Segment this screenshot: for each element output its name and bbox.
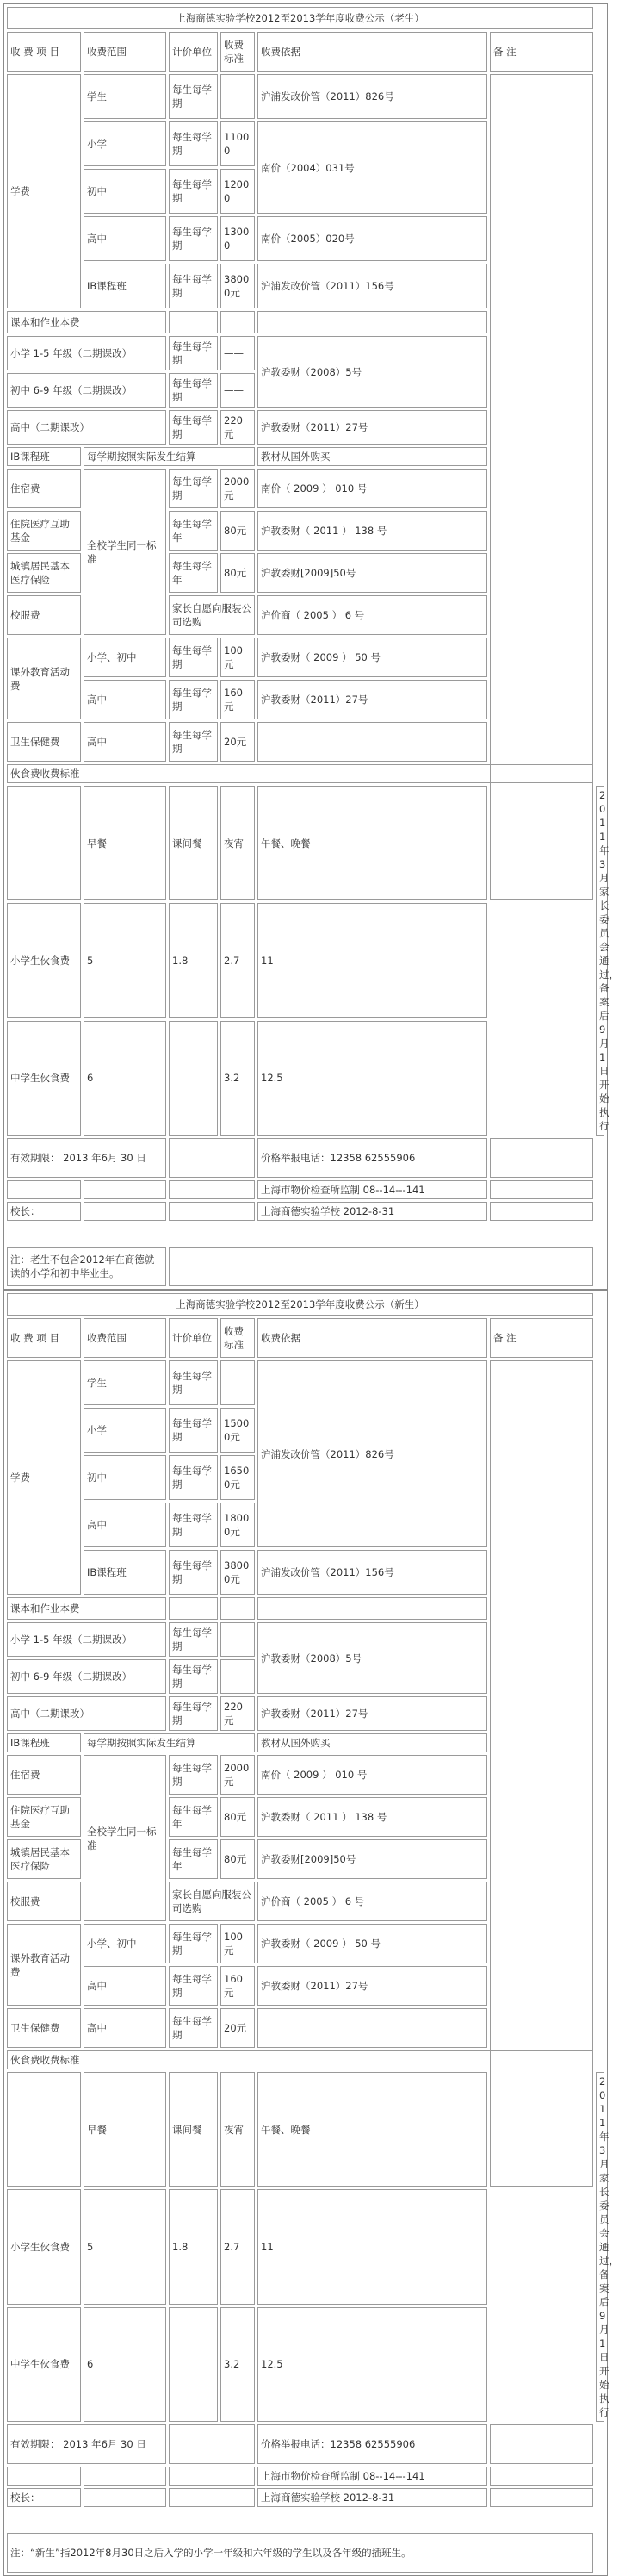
uniform-label: 校服费 bbox=[7, 1882, 81, 1921]
table-row bbox=[7, 903, 604, 1017]
cell-standard: 80元 bbox=[220, 1839, 255, 1879]
table-row bbox=[7, 2307, 604, 2422]
meal-value: 3.2 bbox=[220, 2307, 255, 2422]
cell-basis: 沪教委财（2008）5号 bbox=[257, 1622, 487, 1694]
meal-col-night: 夜宵 bbox=[220, 2072, 255, 2187]
cell-standard: 80元 bbox=[220, 1797, 255, 1837]
cell-range: 初中 6-9 年级（二期课改） bbox=[7, 373, 166, 408]
cell-unit: 每生每学期 bbox=[169, 1408, 218, 1453]
cell-unit: 每生每学期 bbox=[169, 1550, 218, 1595]
cell-standard: 38000元 bbox=[220, 1550, 255, 1595]
meal-value: 12.5 bbox=[257, 1021, 487, 1136]
cell-standard: 160元 bbox=[220, 680, 255, 719]
cell-basis: 沪教委财（ 2011 ） 138 号 bbox=[257, 511, 487, 551]
meal-value bbox=[169, 1021, 218, 1136]
cell-unit: 每生每学年 bbox=[169, 1839, 218, 1879]
activity-label: 课外教育活动费 bbox=[7, 1924, 81, 2006]
cell-standard: —— bbox=[220, 373, 255, 408]
meal-col-breakfast: 早餐 bbox=[84, 786, 166, 900]
ib-range: 每学期按照实际发生结算 bbox=[84, 447, 255, 466]
cell-standard bbox=[220, 1360, 255, 1405]
meal-col-snack: 课间餐 bbox=[169, 2072, 218, 2187]
cell-range: 高中 bbox=[84, 216, 166, 261]
table-row bbox=[7, 2488, 604, 2507]
medical-insurance-label: 城镇居民基本医疗保险 bbox=[7, 553, 81, 593]
cell-unit: 家长自愿向服装公司选购 bbox=[169, 595, 255, 635]
cell-range: 初中 6-9 年级（二期课改） bbox=[7, 1659, 166, 1694]
cell-range: 高中 bbox=[84, 1503, 166, 1547]
accommodation-label: 住宿费 bbox=[7, 1755, 81, 1795]
table-row bbox=[7, 2424, 604, 2464]
health-label: 卫生保健费 bbox=[7, 722, 81, 762]
meal-row-label: 小学生伙食费 bbox=[7, 903, 81, 1017]
cell-basis: 沪价商（ 2005 ） 6 号 bbox=[257, 1882, 487, 1921]
validity: 有效期限： 2013 年6月 30 日 bbox=[7, 1138, 166, 1178]
cell-range: 小学 bbox=[84, 121, 166, 166]
cell-range: 高中（二期课改） bbox=[7, 1696, 166, 1731]
meal-col-lunch-dinner: 午餐、晚餐 bbox=[257, 786, 487, 900]
meal-value: 3.2 bbox=[220, 1021, 255, 1136]
cell-basis: 南价（ 2009 ） 010 号 bbox=[257, 1755, 487, 1795]
meal-value: 11 bbox=[257, 2189, 487, 2304]
cell-unit: 家长自愿向服装公司选购 bbox=[169, 1882, 255, 1921]
meal-row-label: 中学生伙食费 bbox=[7, 1021, 81, 1136]
health-label: 卫生保健费 bbox=[7, 2008, 81, 2048]
medical-insurance-label: 城镇居民基本医疗保险 bbox=[7, 1839, 81, 1879]
cell-range: 高中 bbox=[84, 722, 166, 762]
ib-label: IB课程班 bbox=[7, 1733, 81, 1752]
cell-unit: 每生每学期 bbox=[169, 722, 218, 762]
meals-label: 伙食费收费标准 bbox=[7, 764, 593, 783]
cell-unit: 每生每学期 bbox=[169, 1503, 218, 1547]
cell-standard: 11000 bbox=[220, 121, 255, 166]
cell-standard: 15000元 bbox=[220, 1408, 255, 1453]
cell-unit: 每生每学期 bbox=[169, 1659, 218, 1694]
cell-basis: 沪浦发改价管（2011）156号 bbox=[257, 1550, 487, 1595]
books-label: 课本和作业本费 bbox=[7, 1597, 166, 1620]
header-standard: 收费标准 bbox=[220, 1318, 255, 1358]
medical-fund-label: 住院医疗互助基金 bbox=[7, 511, 81, 551]
cell-unit: 每生每学期 bbox=[169, 264, 218, 308]
cell-unit: 每生每学期 bbox=[169, 373, 218, 408]
meal-value: 2.7 bbox=[220, 903, 255, 1017]
school-date: 上海商德实验学校 2012-8-31 bbox=[257, 2488, 487, 2507]
cell-standard: 2000元 bbox=[220, 1755, 255, 1795]
cell-basis: 沪教委财（2011）27号 bbox=[257, 410, 487, 445]
cell-range: IB课程班 bbox=[84, 1550, 166, 1595]
meals-note: 2011年3月家长委员会通过，备案后9月1日开始执行 bbox=[596, 2072, 604, 2422]
cell-standard: 20元 bbox=[220, 722, 255, 762]
header-unit: 计价单位 bbox=[169, 1318, 218, 1358]
header-item: 收 费 项 目 bbox=[7, 1318, 81, 1358]
school-date: 上海商德实验学校 2012-8-31 bbox=[257, 1202, 487, 1221]
cell-range: 高中（二期课改） bbox=[7, 410, 166, 445]
cell-range: 小学 1-5 年级（二期课改） bbox=[7, 336, 166, 370]
table-row bbox=[7, 2533, 604, 2573]
cell-unit: 每生每学期 bbox=[169, 74, 218, 119]
meal-col-snack: 课间餐 bbox=[169, 786, 218, 900]
meal-value: 6 bbox=[84, 1021, 166, 1136]
cell-unit: 每生每学期 bbox=[169, 680, 218, 719]
cell-range: 小学、初中 bbox=[84, 638, 166, 677]
cell-range: 高中 bbox=[84, 1966, 166, 2006]
table-title: 上海商德实验学校2012至2013学年度收费公示（老生） bbox=[7, 7, 593, 29]
cell-standard: —— bbox=[220, 1622, 255, 1657]
fee-table-old-students bbox=[3, 3, 619, 1290]
accommodation-label: 住宿费 bbox=[7, 469, 81, 508]
ib-label: IB课程班 bbox=[7, 447, 81, 466]
cell-range: 高中 bbox=[84, 680, 166, 719]
header-range: 收费范围 bbox=[84, 32, 166, 72]
cell-basis: 沪教委财[2009]50号 bbox=[257, 553, 487, 593]
header-basis: 收费依据 bbox=[257, 1318, 487, 1358]
cell-unit: 每生每学年 bbox=[169, 511, 218, 551]
cell-basis: 沪教委财（2011）27号 bbox=[257, 1966, 487, 2006]
meal-row-label: 中学生伙食费 bbox=[7, 2307, 81, 2422]
cell-standard: 220元 bbox=[220, 1696, 255, 1731]
cell-standard: —— bbox=[220, 336, 255, 370]
medical-fund-label: 住院医疗互助基金 bbox=[7, 1797, 81, 1837]
cell-standard: 13000 bbox=[220, 216, 255, 261]
cell-standard: 16500元 bbox=[220, 1455, 255, 1500]
supervision: 上海市物价检查所监制 08--14---141 bbox=[257, 2467, 487, 2486]
all-students-range: 全校学生同一标准 bbox=[84, 1755, 166, 1921]
cell-basis: 沪浦发改价管（2011）156号 bbox=[257, 264, 487, 308]
cell-standard: 100元 bbox=[220, 638, 255, 677]
cell-standard: 80元 bbox=[220, 553, 255, 593]
table-row bbox=[7, 1247, 604, 1286]
cell-basis: 沪浦发改价管（2011）826号 bbox=[257, 1360, 487, 1547]
meal-value: 12.5 bbox=[257, 2307, 487, 2422]
fee-notice-page bbox=[3, 3, 619, 2576]
cell-unit: 每生每学期 bbox=[169, 1755, 218, 1795]
cell-standard: 12000 bbox=[220, 169, 255, 214]
supervision: 上海市物价检查所监制 08--14---141 bbox=[257, 1180, 487, 1199]
ib-basis: 教材从国外购买 bbox=[257, 1733, 487, 1752]
cell-unit: 每生每学期 bbox=[169, 1966, 218, 2006]
tuition-label: 学费 bbox=[7, 1360, 81, 1595]
principal: 校长： bbox=[7, 2488, 81, 2507]
cell-unit: 每生每学期 bbox=[169, 216, 218, 261]
cell-unit: 每生每学年 bbox=[169, 553, 218, 593]
cell-standard: 18000元 bbox=[220, 1503, 255, 1547]
meal-value: 1.8 bbox=[169, 903, 218, 1017]
header-note: 备 注 bbox=[490, 1318, 593, 1358]
table-title: 上海商德实验学校2012至2013学年度收费公示（新生） bbox=[7, 1293, 593, 1316]
cell-unit: 每生每学期 bbox=[169, 2008, 218, 2048]
cell-basis: 沪教委财（2011）27号 bbox=[257, 680, 487, 719]
header-item: 收 费 项 目 bbox=[7, 32, 81, 72]
uniform-label: 校服费 bbox=[7, 595, 81, 635]
table-row bbox=[7, 1180, 604, 1199]
cell-range: 学生 bbox=[84, 1360, 166, 1405]
cell-unit: 每生每学期 bbox=[169, 169, 218, 214]
cell-basis: 南价（2004）031号 bbox=[257, 121, 487, 214]
cell-standard: 20元 bbox=[220, 2008, 255, 2048]
cell-basis: 沪教委财（2008）5号 bbox=[257, 336, 487, 408]
cell-unit: 每生每学期 bbox=[169, 1622, 218, 1657]
footnote: 注：“新生”指2012年8月30日之后入学的小学一年级和六年级的学生以及各年级的插班生。 bbox=[7, 2533, 593, 2573]
header-note: 备 注 bbox=[490, 32, 593, 72]
cell-basis: 南价（ 2009 ） 010 号 bbox=[257, 469, 487, 508]
cell-basis: 沪教委财[2009]50号 bbox=[257, 1839, 487, 1879]
cell-unit: 每生每学期 bbox=[169, 1360, 218, 1405]
cell-unit: 每生每学期 bbox=[169, 1924, 218, 1963]
cell-standard: 80元 bbox=[220, 511, 255, 551]
table-row bbox=[7, 2189, 604, 2304]
cell-unit: 每生每学期 bbox=[169, 1455, 218, 1500]
cell-unit: 每生每学年 bbox=[169, 1797, 218, 1837]
cell-range: 小学、初中 bbox=[84, 1924, 166, 1963]
fee-table-new-students bbox=[3, 1290, 619, 2576]
cell-unit: 每生每学期 bbox=[169, 410, 218, 445]
fee-table bbox=[3, 1290, 619, 2576]
cell-unit: 每生每学期 bbox=[169, 121, 218, 166]
table-row bbox=[7, 2467, 604, 2486]
table-row bbox=[7, 74, 604, 119]
cell-basis: 沪教委财（ 2009 ） 50 号 bbox=[257, 638, 487, 677]
meals-label: 伙食费收费标准 bbox=[7, 2050, 593, 2069]
meal-value: 11 bbox=[257, 903, 487, 1017]
cell-basis: 南价（2005）020号 bbox=[257, 216, 487, 261]
cell-range: 高中 bbox=[84, 2008, 166, 2048]
meal-value: 2.7 bbox=[220, 2189, 255, 2304]
header-basis: 收费依据 bbox=[257, 32, 487, 72]
cell-unit: 每生每学期 bbox=[169, 469, 218, 508]
cell-basis: 沪教委财（2011）27号 bbox=[257, 1696, 487, 1731]
header-range: 收费范围 bbox=[84, 1318, 166, 1358]
cell-standard: 220元 bbox=[220, 410, 255, 445]
cell-basis: 沪浦发改价管（2011）826号 bbox=[257, 74, 487, 119]
tuition-label: 学费 bbox=[7, 74, 81, 308]
cell-basis: 沪教委财（ 2011 ） 138 号 bbox=[257, 1797, 487, 1837]
cell-range: 学生 bbox=[84, 74, 166, 119]
cell-standard: 100元 bbox=[220, 1924, 255, 1963]
ib-basis: 教材从国外购买 bbox=[257, 447, 487, 466]
books-label: 课本和作业本费 bbox=[7, 311, 166, 333]
hotline: 价格举报电话：12358 62555906 bbox=[257, 1138, 487, 1178]
meal-value: 1.8 bbox=[169, 2189, 218, 2304]
principal: 校长： bbox=[7, 1202, 81, 1221]
cell-standard: —— bbox=[220, 1659, 255, 1694]
validity: 有效期限： 2013 年6月 30 日 bbox=[7, 2424, 166, 2464]
cell-range: 小学 1-5 年级（二期课改） bbox=[7, 1622, 166, 1657]
all-students-range: 全校学生同一标准 bbox=[84, 469, 166, 635]
meal-col-night: 夜宵 bbox=[220, 786, 255, 900]
meal-value: 5 bbox=[84, 2189, 166, 2304]
hotline: 价格举报电话：12358 62555906 bbox=[257, 2424, 487, 2464]
meals-note: 2011年3月家长委员会通过，备案后9月1日开始执行 bbox=[596, 786, 604, 1136]
table-row bbox=[7, 1202, 604, 1221]
cell-unit: 每生每学期 bbox=[169, 336, 218, 370]
cell-standard: 2000元 bbox=[220, 469, 255, 508]
header-standard: 收费标准 bbox=[220, 32, 255, 72]
cell-standard bbox=[220, 74, 255, 119]
table-row bbox=[7, 1021, 604, 1136]
meal-col-lunch-dinner: 午餐、晚餐 bbox=[257, 2072, 487, 2187]
table-row bbox=[7, 2050, 604, 2069]
meal-value: 6 bbox=[84, 2307, 166, 2422]
ib-range: 每学期按照实际发生结算 bbox=[84, 1733, 255, 1752]
cell-unit: 每生每学期 bbox=[169, 638, 218, 677]
footnote: 注：老生不包含2012年在商德就读的小学和初中毕业生。 bbox=[7, 1247, 166, 1286]
cell-standard: 160元 bbox=[220, 1966, 255, 2006]
fee-table bbox=[3, 3, 619, 1290]
meal-row-label: 小学生伙食费 bbox=[7, 2189, 81, 2304]
cell-range: IB课程班 bbox=[84, 264, 166, 308]
meal-value: 5 bbox=[84, 903, 166, 1017]
meal-col-breakfast: 早餐 bbox=[84, 2072, 166, 2187]
table-row bbox=[7, 764, 604, 783]
activity-label: 课外教育活动费 bbox=[7, 638, 81, 719]
meal-value bbox=[169, 2307, 218, 2422]
cell-basis: 沪教委财（ 2009 ） 50 号 bbox=[257, 1924, 487, 1963]
table-row bbox=[7, 1138, 604, 1178]
cell-unit: 每生每学期 bbox=[169, 1696, 218, 1731]
cell-range: 初中 bbox=[84, 169, 166, 214]
cell-basis: 沪价商（ 2005 ） 6 号 bbox=[257, 595, 487, 635]
table-row bbox=[7, 1360, 604, 1405]
header-unit: 计价单位 bbox=[169, 32, 218, 72]
cell-standard: 38000元 bbox=[220, 264, 255, 308]
cell-range: 初中 bbox=[84, 1455, 166, 1500]
cell-range: 小学 bbox=[84, 1408, 166, 1453]
